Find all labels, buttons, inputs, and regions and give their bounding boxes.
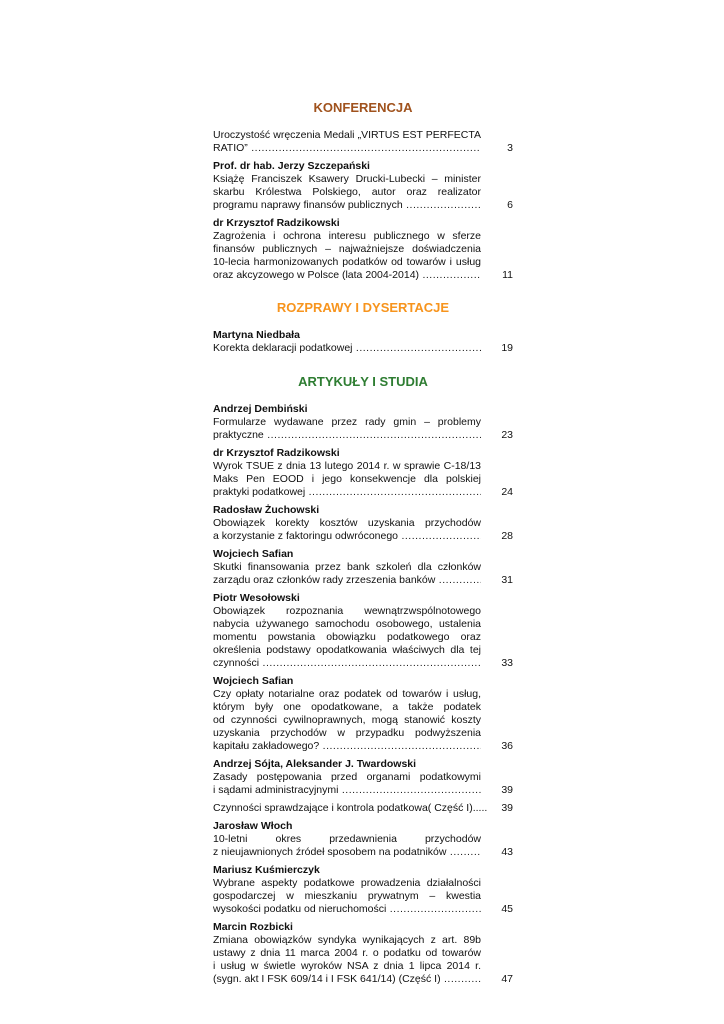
toc-entry (213, 329, 513, 355)
toc-section (213, 374, 513, 986)
entry-title-line: momentu powstania obowiązku podatkowego oraz (213, 631, 481, 643)
page-number: 28 (501, 530, 513, 542)
toc-section (213, 100, 513, 282)
entry-title-line: uzyskania przychodów w przypadku podwyższenia (213, 727, 481, 739)
page-number: 36 (501, 740, 513, 752)
toc-entry (213, 921, 513, 986)
toc-entry (213, 592, 513, 670)
toc-entry (213, 758, 513, 797)
entry-author: Andrzej Sójta, Aleksander J. Twardowski (213, 758, 417, 770)
entry-title-line: skarbu Królestwa Polskiego, autor oraz realizator (213, 186, 481, 198)
page-number: 23 (501, 429, 513, 441)
entry-author: dr Krzysztof Radzikowski (213, 447, 340, 459)
entry-title-line: i sądami administracyjnymi ..... (213, 784, 481, 797)
entry-title-line: określenia podstawy opodatkowania właściwych dla tej (213, 644, 481, 656)
page-number: 19 (501, 342, 513, 354)
toc-entry (213, 802, 513, 815)
page-number: 39 (501, 802, 513, 814)
entry-title-line: programu naprawy finansów publicznych ..... (213, 199, 481, 212)
entry-title-line: Korekta deklaracji podatkowej ..... (213, 342, 481, 355)
page-number: 33 (501, 657, 513, 669)
toc-entry (213, 675, 513, 753)
entry-title-line: 10-lecia harmonizowanych podatków od towarów i usług (213, 256, 481, 268)
toc-entry (213, 548, 513, 587)
page-number: 47 (501, 973, 513, 985)
entry-title-line: oraz akcyzowego w Polsce (lata 2004-2014) ..... (213, 269, 481, 282)
entry-author: Marcin Rozbicki (213, 921, 293, 933)
entry-title-line: Wybrane aspekty podatkowe prowadzenia działalności (213, 877, 481, 889)
entry-author: Piotr Wesołowski (213, 592, 300, 604)
toc-entry (213, 864, 513, 916)
entry-title-line: ustawy z dnia 11 marca 2004 r. o podatku od towarów (213, 947, 481, 959)
entry-title-line: i usług w świetle wyroków NSA z dnia 1 lipca 2014 r. (213, 960, 481, 972)
entry-title-line: czynności ..... (213, 657, 481, 670)
entry-author: dr Krzysztof Radzikowski (213, 217, 340, 229)
entry-title-line: Wyrok TSUE z dnia 13 lutego 2014 r. w sprawie C-18/13 (213, 460, 481, 472)
section-title: KONFERENCJA (313, 100, 413, 115)
toc-entry (213, 504, 513, 543)
entry-title-line: nabycia używanego samochodu osobowego, ustalenia (213, 618, 481, 630)
entry-title-line: Maks Pen EOOD i jego konsekwencje dla polskiej (213, 473, 481, 485)
entry-title-line: Czynności sprawdzające i kontrola podatkowa( Część I)..... (213, 802, 488, 814)
entry-title-line: gospodarczej w mieszkaniu prywatnym – kwestia (213, 890, 481, 902)
section-title: ARTYKUŁY I STUDIA (298, 374, 428, 389)
entry-title-line: Formularze wydawane przez rady gmin – problemy (213, 416, 481, 428)
page-number: 43 (501, 846, 513, 858)
toc-entry (213, 217, 513, 282)
section-title: ROZPRAWY I DYSERTACJE (276, 300, 450, 315)
page-number: 6 (507, 199, 513, 211)
toc-entry (213, 129, 513, 155)
table-of-contents (213, 100, 513, 991)
page-number: 31 (501, 574, 513, 586)
toc-section (213, 300, 513, 355)
toc-entry (213, 447, 513, 499)
entry-title-line: Uroczystość wręczenia Medali „VIRTUS EST PERFECTA (213, 129, 481, 141)
entry-author: Martyna Niedbała (213, 329, 300, 341)
toc-entry (213, 403, 513, 442)
entry-title-line: Obowiązek korekty kosztów uzyskania przychodów (213, 517, 481, 529)
entry-title-line: Obowiązek rozpoznania wewnątrzwspólnotowego (213, 605, 481, 617)
entry-title-line: Zmiana obowiązków syndyka wynikających z art. 89b (213, 934, 481, 946)
page-number: 39 (501, 784, 513, 796)
entry-title-line: 10-letni okres przedawnienia przychodów (213, 833, 481, 845)
entry-title-line: (sygn. akt I FSK 609/14 i I FSK 641/14) (Część I) ..... (213, 973, 481, 986)
entry-title-line: od czynności cywilnoprawnych, mogą stanowić koszty (213, 714, 481, 726)
page-number: 45 (501, 903, 513, 915)
entry-title-line: Skutki finansowania przez bank szkoleń dla członków (213, 561, 481, 573)
entry-author: Prof. dr hab. Jerzy Szczepański (213, 160, 370, 172)
entry-title-line: finansów publicznych – najważniejsze doświadczenia (213, 243, 481, 255)
entry-title-line: praktyki podatkowej ..... (213, 486, 481, 499)
entry-title-line: Książę Franciszek Ksawery Drucki-Lubecki – minister (213, 173, 481, 185)
entry-title-line: Czy opłaty notarialne oraz podatek od towarów i usług, (213, 688, 481, 700)
toc-entry (213, 160, 513, 212)
entry-title-line: z nieujawnionych źródeł sposobem na podatników ..... (213, 846, 481, 859)
toc-entry (213, 820, 513, 859)
entry-title-line: kapitału zakładowego? ..... (213, 740, 481, 753)
entry-author: Wojciech Safian (213, 675, 294, 687)
page-number: 3 (507, 142, 513, 154)
entry-title-line: wysokości podatku od nieruchomości ..... (213, 903, 481, 916)
page-number: 24 (501, 486, 513, 498)
entry-title-line: Zasady postępowania przed organami podatkowymi (213, 771, 481, 783)
entry-author: Wojciech Safian (213, 548, 294, 560)
entry-author: Mariusz Kuśmierczyk (213, 864, 320, 876)
entry-title-line: zarządu oraz członków rady zrzeszenia banków ..... (213, 574, 481, 587)
entry-title-line: RATIO” ..... (213, 142, 481, 155)
entry-title-line: praktyczne ..... (213, 429, 481, 442)
page-number: 11 (502, 269, 513, 281)
entry-author: Radosław Żuchowski (213, 504, 320, 516)
entry-author: Jarosław Włoch (213, 820, 293, 832)
entry-title-line: którym były one opodatkowane, a także podatek (213, 701, 481, 713)
entry-title-line: a korzystanie z faktoringu odwróconego ..... (213, 530, 481, 543)
entry-title-line: Zagrożenia i ochrona interesu publicznego w sferze (213, 230, 481, 242)
entry-author: Andrzej Dembiński (213, 403, 308, 415)
